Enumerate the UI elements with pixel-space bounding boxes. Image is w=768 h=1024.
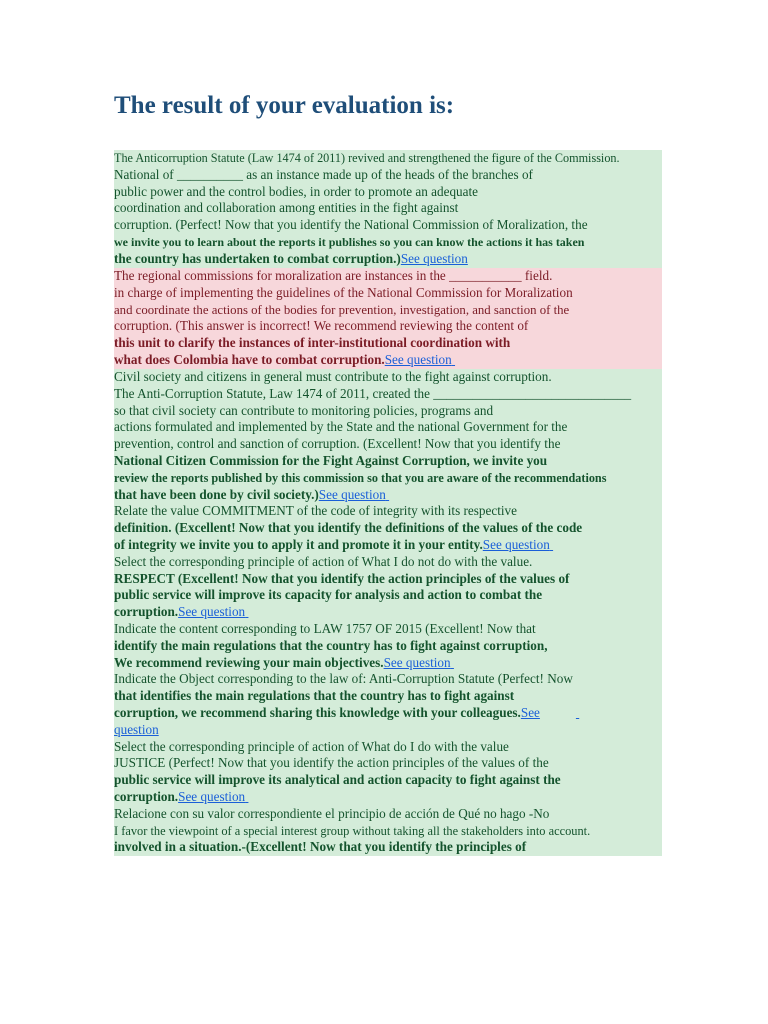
feedback-line <box>114 705 662 722</box>
see-question-link-part[interactable]: See <box>520 704 540 720</box>
answer-text-line: actions formulated and implemented by the State and the national Government for the <box>114 419 568 435</box>
feedback-line <box>114 789 662 806</box>
feedback-text-line: review the reports published by this commission so that you are aware of the recommendations <box>114 470 607 485</box>
see-question-link[interactable]: See question <box>400 250 468 266</box>
answer-text-line: Select the corresponding principle of action of What I do not do with the value. <box>114 553 533 569</box>
answer-block-correct <box>114 150 662 268</box>
feedback-line <box>114 655 662 672</box>
answer-text-line: public power and the control bodies, in order to promote an adequate <box>114 183 479 199</box>
feedback-text-line: that have been done by civil society.) <box>114 486 319 502</box>
answer-block-incorrect <box>114 268 662 369</box>
feedback-text-line: of integrity we invite you to apply it and promote it in your entity. <box>114 536 483 552</box>
feedback-text-line: public service will improve its capacity for analysis and action to combat the <box>114 587 543 603</box>
see-question-link-part[interactable]: question <box>114 721 159 737</box>
see-question-link[interactable]: See question <box>482 536 550 552</box>
see-question-link[interactable]: See question <box>178 604 246 620</box>
link-underline-pad <box>245 604 257 621</box>
link-underline-pad <box>550 537 570 554</box>
feedback-text-line: National Citizen Commission for the Fight Against Corruption, we invite you <box>114 452 548 468</box>
answer-text-line: I favor the viewpoint of a special interest group without taking all the stakeholders into account. <box>114 823 591 838</box>
feedback-line <box>114 487 662 504</box>
feedback-text-line: the country has undertaken to combat corruption.) <box>114 250 401 266</box>
see-question-link[interactable]: See question <box>318 486 386 502</box>
feedback-line <box>114 722 662 739</box>
page-title: The result of your evaluation is: <box>114 92 455 119</box>
feedback-text-line: we invite you to learn about the reports it publishes so you can know the actions it has taken <box>114 234 585 249</box>
see-question-link[interactable]: See question <box>384 351 452 367</box>
feedback-text-line: corruption, we recommend sharing this knowledge with your colleagues. <box>114 704 521 720</box>
feedback-text-line: identify the main regulations that the country has to fight against corruption, <box>114 637 548 653</box>
answer-text-line: corruption. (This answer is incorrect! We recommend reviewing the content of <box>114 318 529 334</box>
answer-text-line: corruption. (Perfect! Now that you identify the National Commission of Moralization, the <box>114 217 588 233</box>
feedback-text-line: RESPECT (Excellent! Now that you identify the action principles of the values of <box>114 570 570 586</box>
link-underline-pad <box>245 789 257 806</box>
answer-text-line: National of __________ as an instance made up of the heads of the branches of <box>114 166 533 182</box>
see-question-link[interactable]: See question <box>383 654 451 670</box>
link-underline-pad <box>451 655 469 672</box>
feedback-text-line: We recommend reviewing your main objectives. <box>114 654 384 670</box>
feedback-line <box>114 251 662 268</box>
feedback-text-line: involved in a situation.-(Excellent! Now that you identify the principles of <box>114 839 527 855</box>
answer-text-line: so that civil society can contribute to monitoring policies, programs and <box>114 402 494 418</box>
feedback-text-line: what does Colombia have to combat corruption. <box>114 351 385 367</box>
feedback-line <box>114 537 662 554</box>
feedback-line <box>114 352 662 369</box>
answer-text-line: The Anticorruption Statute (Law 1474 of 2011) revived and strengthened the figure of the Commission. <box>114 151 620 165</box>
answer-text-line: The regional commissions for moralization are instances in the ___________ field. <box>114 268 553 283</box>
answer-text-line: Indicate the content corresponding to LAW 1757 OF 2015 (Excellent! Now that <box>114 620 536 636</box>
feedback-text-line: definition. (Excellent! Now that you identify the definitions of the values of the code <box>114 520 583 536</box>
answer-text-line: coordination and collaboration among entities in the fight against <box>114 200 459 216</box>
link-underline-pad <box>576 705 602 722</box>
answer-text-line: Relate the value COMMITMENT of the code of integrity with its respective <box>114 503 517 519</box>
answer-text-line: Civil society and citizens in general must contribute to the fight against corruption. <box>114 369 552 384</box>
answer-block-correct <box>114 369 662 856</box>
feedback-text-line: corruption. <box>114 604 179 620</box>
answer-text-line: The Anti-Corruption Statute, Law 1474 of 2011, created the ______________________________ <box>114 385 632 401</box>
link-underline-pad <box>386 487 416 504</box>
feedback-text-line: public service will improve its analytical and action capacity to fight against the <box>114 772 561 788</box>
answer-text-line: and coordinate the actions of the bodies for prevention, investigation, and sanction of the <box>114 302 570 317</box>
answer-text-line: prevention, control and sanction of corruption. (Excellent! Now that you identify the <box>114 436 561 452</box>
answer-text-line: Select the corresponding principle of action of What do I do with the value <box>114 738 509 754</box>
answer-text-line: JUSTICE (Perfect! Now that you identify the action principles of the values of the <box>114 755 549 771</box>
feedback-text-line: this unit to clarify the instances of inter-institutional coordination with <box>114 335 511 351</box>
feedback-line <box>114 604 662 621</box>
feedback-text-line: corruption. <box>114 788 179 804</box>
link-underline-pad <box>452 352 478 369</box>
answer-text-line: in charge of implementing the guidelines of the National Commission for Moralization <box>114 284 573 300</box>
answer-text-line: Relacione con su valor correspondiente el principio de acción de Qué no hago -No <box>114 805 550 821</box>
see-question-link[interactable]: See question <box>178 788 246 804</box>
answer-text-line: Indicate the Object corresponding to the law of: Anti-Corruption Statute (Perfect! Now <box>114 671 573 687</box>
feedback-text-line: that identifies the main regulations that the country has to fight against <box>114 688 515 704</box>
